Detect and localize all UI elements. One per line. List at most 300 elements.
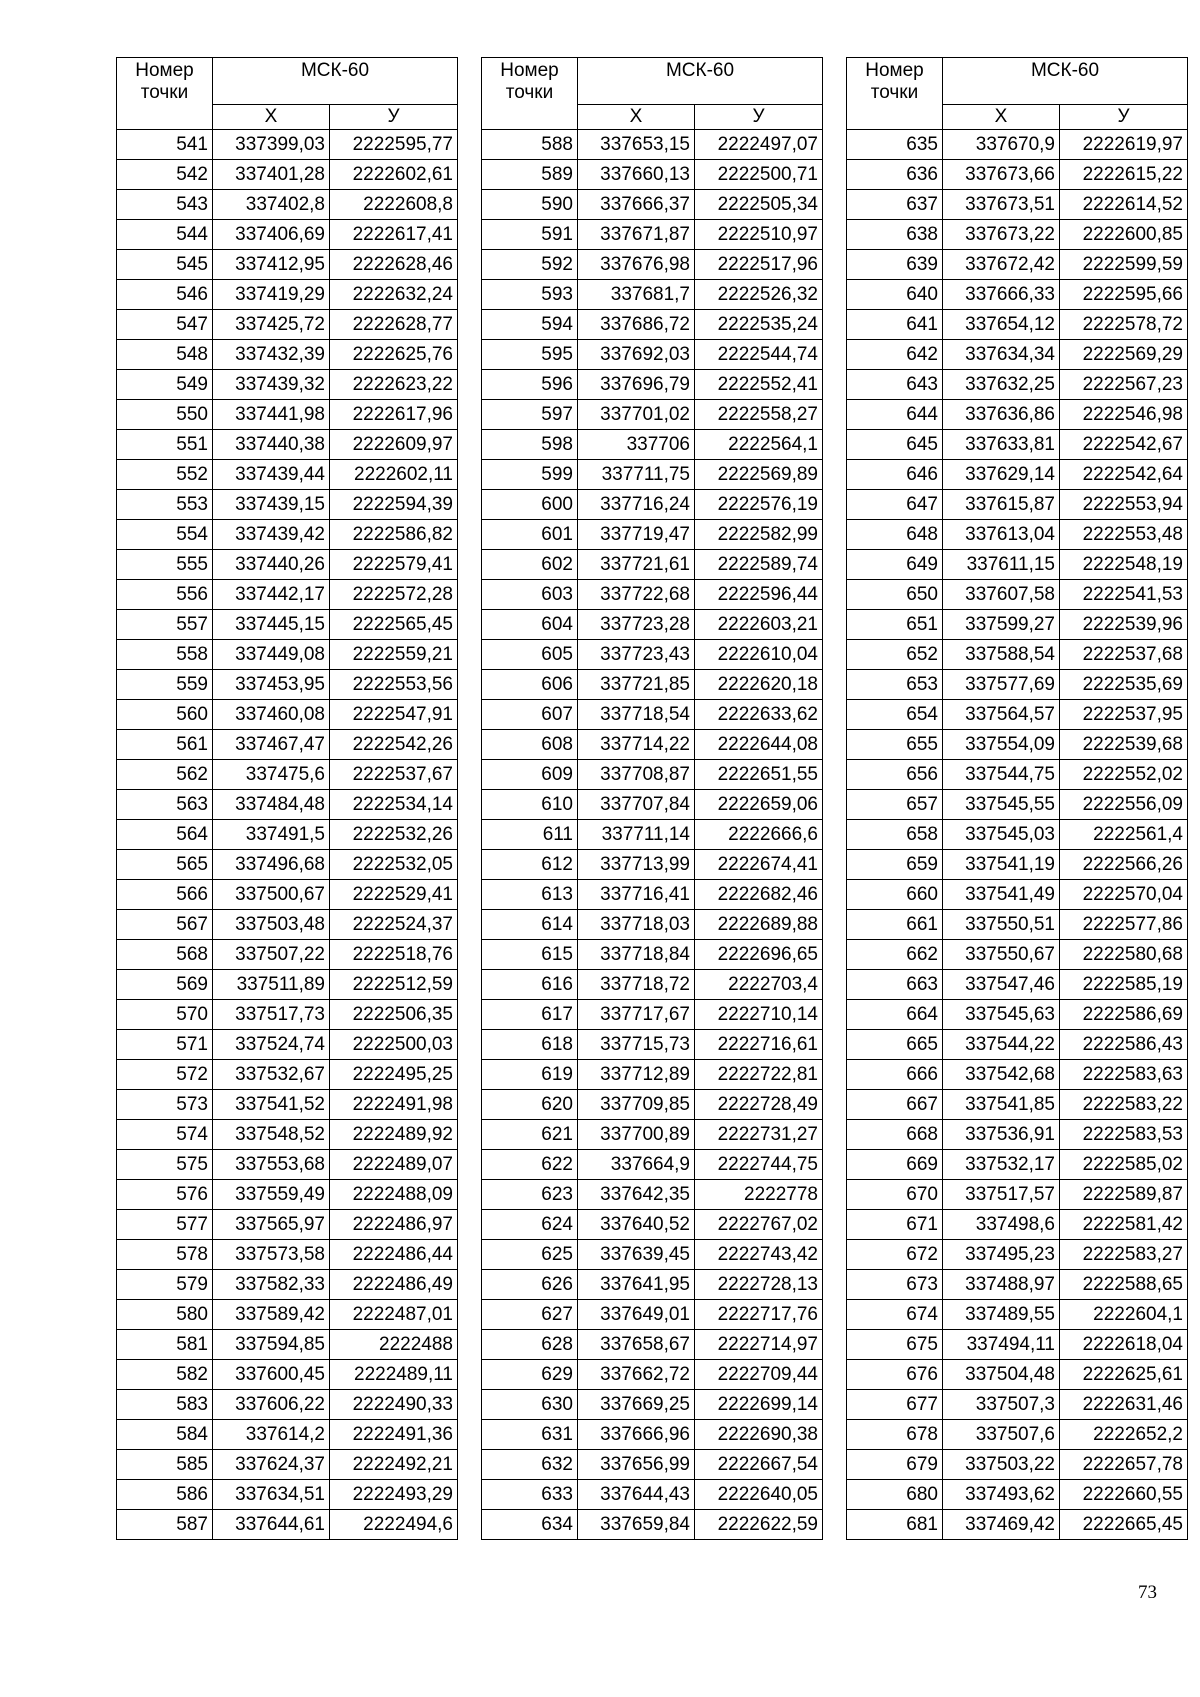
y-coordinate-cell: 2222500,71 xyxy=(695,160,823,190)
y-coordinate-cell: 2222576,19 xyxy=(695,490,823,520)
y-coordinate-cell: 2222495,25 xyxy=(330,1060,458,1090)
y-coordinate-cell: 2222535,24 xyxy=(695,310,823,340)
y-coordinate-cell: 2222599,59 xyxy=(1060,250,1188,280)
point-number-cell: 672 xyxy=(847,1240,943,1270)
x-coordinate-cell: 337439,32 xyxy=(213,370,330,400)
table-row xyxy=(117,670,458,700)
x-coordinate-cell: 337639,45 xyxy=(578,1240,695,1270)
x-coordinate-cell: 337402,8 xyxy=(213,190,330,220)
point-number-cell: 655 xyxy=(847,730,943,760)
y-coordinate-cell: 2222717,76 xyxy=(695,1300,823,1330)
y-coordinate-cell: 2222625,61 xyxy=(1060,1360,1188,1390)
y-coordinate-cell: 2222609,97 xyxy=(330,430,458,460)
y-coordinate-cell: 2222529,41 xyxy=(330,880,458,910)
point-number-cell: 632 xyxy=(482,1450,578,1480)
table-row xyxy=(847,580,1188,610)
table-row xyxy=(117,1240,458,1270)
y-coordinate-cell: 2222743,42 xyxy=(695,1240,823,1270)
y-coordinate-cell: 2222728,49 xyxy=(695,1090,823,1120)
x-coordinate-cell: 337654,12 xyxy=(943,310,1060,340)
y-coordinate-cell: 2222710,14 xyxy=(695,1000,823,1030)
point-number-cell: 545 xyxy=(117,250,213,280)
point-number-cell: 607 xyxy=(482,700,578,730)
point-number-cell: 598 xyxy=(482,430,578,460)
table-row xyxy=(847,850,1188,880)
x-coordinate-cell: 337613,04 xyxy=(943,520,1060,550)
table-row xyxy=(482,700,823,730)
table-row xyxy=(117,1360,458,1390)
y-coordinate-cell: 2222595,66 xyxy=(1060,280,1188,310)
x-coordinate-cell: 337550,67 xyxy=(943,940,1060,970)
y-coordinate-cell: 2222596,44 xyxy=(695,580,823,610)
x-coordinate-cell: 337547,46 xyxy=(943,970,1060,1000)
point-number-cell: 565 xyxy=(117,850,213,880)
table-row xyxy=(482,370,823,400)
y-coordinate-cell: 2222582,99 xyxy=(695,520,823,550)
point-number-cell: 674 xyxy=(847,1300,943,1330)
y-coordinate-cell: 2222547,91 xyxy=(330,700,458,730)
y-coordinate-cell: 2222604,1 xyxy=(1060,1300,1188,1330)
y-coordinate-cell: 2222488 xyxy=(330,1330,458,1360)
x-coordinate-cell: 337669,25 xyxy=(578,1390,695,1420)
table-row xyxy=(117,1090,458,1120)
y-coordinate-cell: 2222583,27 xyxy=(1060,1240,1188,1270)
x-coordinate-cell: 337671,87 xyxy=(578,220,695,250)
y-coordinate-cell: 2222600,85 xyxy=(1060,220,1188,250)
point-number-cell: 548 xyxy=(117,340,213,370)
table-row xyxy=(482,1180,823,1210)
x-coordinate-cell: 337607,58 xyxy=(943,580,1060,610)
point-number-cell: 626 xyxy=(482,1270,578,1300)
y-coordinate-cell: 2222628,46 xyxy=(330,250,458,280)
coordinate-system-header: МСК-60 xyxy=(943,58,1188,105)
x-coordinate-cell: 337498,6 xyxy=(943,1210,1060,1240)
table-row xyxy=(482,190,823,220)
point-number-cell: 647 xyxy=(847,490,943,520)
x-coordinate-cell: 337532,67 xyxy=(213,1060,330,1090)
table-row xyxy=(847,820,1188,850)
y-coordinate-cell: 2222744,75 xyxy=(695,1150,823,1180)
table-row xyxy=(847,940,1188,970)
y-coordinate-cell: 2222682,46 xyxy=(695,880,823,910)
table-row xyxy=(482,1270,823,1300)
x-coordinate-cell: 337553,68 xyxy=(213,1150,330,1180)
y-coordinate-cell: 2222572,28 xyxy=(330,580,458,610)
point-number-cell: 622 xyxy=(482,1150,578,1180)
table-row xyxy=(482,400,823,430)
point-number-cell: 620 xyxy=(482,1090,578,1120)
x-coordinate-cell: 337445,15 xyxy=(213,610,330,640)
table-row xyxy=(117,520,458,550)
x-coordinate-cell: 337406,69 xyxy=(213,220,330,250)
table-row xyxy=(847,160,1188,190)
point-number-cell: 550 xyxy=(117,400,213,430)
point-number-cell: 589 xyxy=(482,160,578,190)
x-coordinate-cell: 337711,14 xyxy=(578,820,695,850)
table-row xyxy=(117,1420,458,1450)
table-row xyxy=(482,1450,823,1480)
table-row xyxy=(117,1480,458,1510)
table-row xyxy=(482,1090,823,1120)
point-number-cell: 612 xyxy=(482,850,578,880)
table-row xyxy=(482,670,823,700)
x-coordinate-cell: 337721,85 xyxy=(578,670,695,700)
x-coordinate-cell: 337500,67 xyxy=(213,880,330,910)
table-row xyxy=(847,1420,1188,1450)
y-coordinate-cell: 2222602,11 xyxy=(330,460,458,490)
point-number-cell: 633 xyxy=(482,1480,578,1510)
x-coordinate-cell: 337717,67 xyxy=(578,1000,695,1030)
x-coordinate-cell: 337548,52 xyxy=(213,1120,330,1150)
table-row xyxy=(847,490,1188,520)
table-row xyxy=(847,130,1188,160)
point-number-cell: 542 xyxy=(117,160,213,190)
table-row xyxy=(847,1120,1188,1150)
table-row xyxy=(847,190,1188,220)
point-number-cell: 657 xyxy=(847,790,943,820)
x-coordinate-cell: 337656,99 xyxy=(578,1450,695,1480)
point-number-cell: 582 xyxy=(117,1360,213,1390)
y-coordinate-cell: 2222486,97 xyxy=(330,1210,458,1240)
y-coordinate-cell: 2222534,14 xyxy=(330,790,458,820)
y-coordinate-cell: 2222553,94 xyxy=(1060,490,1188,520)
point-number-cell: 664 xyxy=(847,1000,943,1030)
y-coordinate-cell: 2222492,21 xyxy=(330,1450,458,1480)
point-number-cell: 667 xyxy=(847,1090,943,1120)
y-coordinate-cell: 2222667,54 xyxy=(695,1450,823,1480)
y-coordinate-cell: 2222506,35 xyxy=(330,1000,458,1030)
table-row xyxy=(847,370,1188,400)
x-coordinate-cell: 337632,25 xyxy=(943,370,1060,400)
point-number-cell: 575 xyxy=(117,1150,213,1180)
table-row xyxy=(482,1390,823,1420)
point-number-cell: 573 xyxy=(117,1090,213,1120)
y-coordinate-cell: 2222564,1 xyxy=(695,430,823,460)
y-coordinate-cell: 2222622,59 xyxy=(695,1510,823,1540)
y-coordinate-cell: 2222615,22 xyxy=(1060,160,1188,190)
x-coordinate-cell: 337542,68 xyxy=(943,1060,1060,1090)
table-row xyxy=(482,970,823,1000)
y-coordinate-cell: 2222558,27 xyxy=(695,400,823,430)
x-coordinate-cell: 337532,17 xyxy=(943,1150,1060,1180)
table-row xyxy=(482,1240,823,1270)
table-row xyxy=(117,430,458,460)
x-coordinate-cell: 337640,52 xyxy=(578,1210,695,1240)
x-coordinate-cell: 337577,69 xyxy=(943,670,1060,700)
table-row xyxy=(117,850,458,880)
y-coordinate-cell: 2222505,34 xyxy=(695,190,823,220)
y-coordinate-cell: 2222489,11 xyxy=(330,1360,458,1390)
x-coordinate-cell: 337541,19 xyxy=(943,850,1060,880)
table-row xyxy=(482,1330,823,1360)
point-number-header: Номер точки xyxy=(117,58,213,130)
coordinates-table-1 xyxy=(116,57,458,1540)
table-row xyxy=(482,490,823,520)
point-number-cell: 675 xyxy=(847,1330,943,1360)
table-row xyxy=(117,1060,458,1090)
y-coordinate-cell: 2222566,26 xyxy=(1060,850,1188,880)
x-coordinate-cell: 337649,01 xyxy=(578,1300,695,1330)
point-number-cell: 625 xyxy=(482,1240,578,1270)
table-row xyxy=(482,250,823,280)
table-row xyxy=(847,700,1188,730)
table-row xyxy=(482,1000,823,1030)
x-coordinate-cell: 337670,9 xyxy=(943,130,1060,160)
point-number-cell: 617 xyxy=(482,1000,578,1030)
point-number-cell: 656 xyxy=(847,760,943,790)
point-number-cell: 566 xyxy=(117,880,213,910)
point-number-cell: 661 xyxy=(847,910,943,940)
point-number-cell: 613 xyxy=(482,880,578,910)
x-coordinate-cell: 337707,84 xyxy=(578,790,695,820)
table-row xyxy=(117,1000,458,1030)
point-number-cell: 563 xyxy=(117,790,213,820)
table-row xyxy=(482,280,823,310)
point-number-cell: 670 xyxy=(847,1180,943,1210)
x-coordinate-cell: 337712,89 xyxy=(578,1060,695,1090)
y-coordinate-cell: 2222489,07 xyxy=(330,1150,458,1180)
table-row xyxy=(482,580,823,610)
point-number-cell: 648 xyxy=(847,520,943,550)
point-number-cell: 660 xyxy=(847,880,943,910)
table-row xyxy=(482,760,823,790)
table-row xyxy=(847,280,1188,310)
table-row xyxy=(482,460,823,490)
y-coordinate-cell: 2222585,02 xyxy=(1060,1150,1188,1180)
table-row xyxy=(847,910,1188,940)
point-number-cell: 557 xyxy=(117,610,213,640)
point-number-cell: 641 xyxy=(847,310,943,340)
y-coordinate-cell: 2222586,43 xyxy=(1060,1030,1188,1060)
x-coordinate-cell: 337662,72 xyxy=(578,1360,695,1390)
x-coordinate-cell: 337440,26 xyxy=(213,550,330,580)
x-coordinate-cell: 337666,96 xyxy=(578,1420,695,1450)
table-row xyxy=(482,340,823,370)
table-row xyxy=(482,1060,823,1090)
coordinates-table-2 xyxy=(481,57,823,1540)
point-number-cell: 610 xyxy=(482,790,578,820)
table-row xyxy=(847,1360,1188,1390)
point-number-cell: 560 xyxy=(117,700,213,730)
point-number-cell: 628 xyxy=(482,1330,578,1360)
y-coordinate-cell: 2222488,09 xyxy=(330,1180,458,1210)
y-coordinate-cell: 2222526,32 xyxy=(695,280,823,310)
table-row xyxy=(847,640,1188,670)
table-row xyxy=(117,610,458,640)
table-row xyxy=(482,940,823,970)
table-row xyxy=(117,400,458,430)
point-number-cell: 572 xyxy=(117,1060,213,1090)
x-coordinate-cell: 337673,22 xyxy=(943,220,1060,250)
x-coordinate-cell: 337467,47 xyxy=(213,730,330,760)
x-coordinate-cell: 337495,23 xyxy=(943,1240,1060,1270)
y-coordinate-cell: 2222486,49 xyxy=(330,1270,458,1300)
y-coordinate-cell: 2222595,77 xyxy=(330,130,458,160)
y-coordinate-cell: 2222553,56 xyxy=(330,670,458,700)
x-coordinate-cell: 337716,24 xyxy=(578,490,695,520)
table-row xyxy=(847,790,1188,820)
y-coordinate-cell: 2222570,04 xyxy=(1060,880,1188,910)
x-coordinate-cell: 337496,68 xyxy=(213,850,330,880)
y-coordinate-cell: 2222542,26 xyxy=(330,730,458,760)
table-row xyxy=(482,1300,823,1330)
point-number-cell: 635 xyxy=(847,130,943,160)
y-coordinate-cell: 2222614,52 xyxy=(1060,190,1188,220)
table-row xyxy=(847,760,1188,790)
table-row xyxy=(847,670,1188,700)
x-coordinate-cell: 337517,73 xyxy=(213,1000,330,1030)
table-row xyxy=(482,880,823,910)
x-coordinate-cell: 337696,79 xyxy=(578,370,695,400)
y-coordinate-cell: 2222586,82 xyxy=(330,520,458,550)
point-number-cell: 553 xyxy=(117,490,213,520)
y-coordinate-cell: 2222542,67 xyxy=(1060,430,1188,460)
x-axis-header: X xyxy=(213,105,330,130)
table-row xyxy=(482,1150,823,1180)
point-number-cell: 579 xyxy=(117,1270,213,1300)
y-coordinate-cell: 2222544,74 xyxy=(695,340,823,370)
x-coordinate-cell: 337606,22 xyxy=(213,1390,330,1420)
y-coordinate-cell: 2222716,61 xyxy=(695,1030,823,1060)
y-coordinate-cell: 2222517,96 xyxy=(695,250,823,280)
point-number-cell: 627 xyxy=(482,1300,578,1330)
y-coordinate-cell: 2222709,44 xyxy=(695,1360,823,1390)
x-coordinate-cell: 337493,62 xyxy=(943,1480,1060,1510)
table-row xyxy=(117,1150,458,1180)
y-coordinate-cell: 2222512,59 xyxy=(330,970,458,1000)
table-row xyxy=(847,1270,1188,1300)
point-number-cell: 673 xyxy=(847,1270,943,1300)
point-number-cell: 568 xyxy=(117,940,213,970)
y-coordinate-cell: 2222674,41 xyxy=(695,850,823,880)
y-coordinate-cell: 2222486,44 xyxy=(330,1240,458,1270)
y-coordinate-cell: 2222539,96 xyxy=(1060,610,1188,640)
point-number-cell: 584 xyxy=(117,1420,213,1450)
y-coordinate-cell: 2222589,87 xyxy=(1060,1180,1188,1210)
point-number-cell: 676 xyxy=(847,1360,943,1390)
x-coordinate-cell: 337713,99 xyxy=(578,850,695,880)
coordinate-system-header: МСК-60 xyxy=(213,58,458,105)
y-coordinate-cell: 2222659,06 xyxy=(695,790,823,820)
point-number-cell: 652 xyxy=(847,640,943,670)
table-row xyxy=(117,250,458,280)
y-coordinate-cell: 2222628,77 xyxy=(330,310,458,340)
x-coordinate-cell: 337722,68 xyxy=(578,580,695,610)
x-coordinate-cell: 337673,66 xyxy=(943,160,1060,190)
x-coordinate-cell: 337439,42 xyxy=(213,520,330,550)
y-coordinate-cell: 2222617,41 xyxy=(330,220,458,250)
x-coordinate-cell: 337641,95 xyxy=(578,1270,695,1300)
y-coordinate-cell: 2222553,48 xyxy=(1060,520,1188,550)
point-number-cell: 614 xyxy=(482,910,578,940)
x-coordinate-cell: 337484,48 xyxy=(213,790,330,820)
y-coordinate-cell: 2222689,88 xyxy=(695,910,823,940)
table-row xyxy=(482,220,823,250)
table-row xyxy=(117,370,458,400)
y-coordinate-cell: 2222518,76 xyxy=(330,940,458,970)
point-number-cell: 556 xyxy=(117,580,213,610)
x-coordinate-cell: 337666,37 xyxy=(578,190,695,220)
table-row xyxy=(847,970,1188,1000)
y-coordinate-cell: 2222625,76 xyxy=(330,340,458,370)
table-row xyxy=(482,1510,823,1540)
point-number-cell: 619 xyxy=(482,1060,578,1090)
table-row xyxy=(117,1120,458,1150)
x-coordinate-cell: 337664,9 xyxy=(578,1150,695,1180)
point-number-cell: 592 xyxy=(482,250,578,280)
x-coordinate-cell: 337503,22 xyxy=(943,1450,1060,1480)
y-coordinate-cell: 2222703,4 xyxy=(695,970,823,1000)
point-number-cell: 654 xyxy=(847,700,943,730)
y-coordinate-cell: 2222644,08 xyxy=(695,730,823,760)
point-number-cell: 604 xyxy=(482,610,578,640)
x-coordinate-cell: 337700,89 xyxy=(578,1120,695,1150)
x-coordinate-cell: 337399,03 xyxy=(213,130,330,160)
x-coordinate-cell: 337599,27 xyxy=(943,610,1060,640)
y-coordinate-cell: 2222569,89 xyxy=(695,460,823,490)
table-row xyxy=(117,1210,458,1240)
point-number-cell: 544 xyxy=(117,220,213,250)
y-coordinate-cell: 2222552,41 xyxy=(695,370,823,400)
table-row xyxy=(117,550,458,580)
point-number-cell: 615 xyxy=(482,940,578,970)
table-row xyxy=(482,730,823,760)
y-coordinate-cell: 2222651,55 xyxy=(695,760,823,790)
y-coordinate-cell: 2222602,61 xyxy=(330,160,458,190)
table-row xyxy=(847,1330,1188,1360)
x-coordinate-cell: 337469,42 xyxy=(943,1510,1060,1540)
x-coordinate-cell: 337449,08 xyxy=(213,640,330,670)
table-row xyxy=(117,490,458,520)
x-coordinate-cell: 337491,5 xyxy=(213,820,330,850)
table-row xyxy=(117,1390,458,1420)
table-row xyxy=(482,790,823,820)
x-coordinate-cell: 337611,15 xyxy=(943,550,1060,580)
y-coordinate-cell: 2222610,04 xyxy=(695,640,823,670)
table-row xyxy=(847,520,1188,550)
y-coordinate-cell: 2222487,01 xyxy=(330,1300,458,1330)
point-number-cell: 609 xyxy=(482,760,578,790)
point-number-cell: 663 xyxy=(847,970,943,1000)
y-coordinate-cell: 2222665,45 xyxy=(1060,1510,1188,1540)
y-coordinate-cell: 2222583,22 xyxy=(1060,1090,1188,1120)
table-row xyxy=(482,910,823,940)
table-row xyxy=(117,790,458,820)
table-row xyxy=(117,340,458,370)
y-coordinate-cell: 2222546,98 xyxy=(1060,400,1188,430)
table-row xyxy=(117,1330,458,1360)
x-coordinate-cell: 337723,43 xyxy=(578,640,695,670)
y-coordinate-cell: 2222690,38 xyxy=(695,1420,823,1450)
point-number-cell: 669 xyxy=(847,1150,943,1180)
point-number-cell: 605 xyxy=(482,640,578,670)
x-coordinate-cell: 337718,72 xyxy=(578,970,695,1000)
x-coordinate-cell: 337401,28 xyxy=(213,160,330,190)
x-coordinate-cell: 337507,3 xyxy=(943,1390,1060,1420)
x-coordinate-cell: 337440,38 xyxy=(213,430,330,460)
table-row xyxy=(847,1210,1188,1240)
point-number-cell: 650 xyxy=(847,580,943,610)
x-coordinate-cell: 337676,98 xyxy=(578,250,695,280)
table-row xyxy=(117,820,458,850)
y-coordinate-cell: 2222497,07 xyxy=(695,130,823,160)
x-coordinate-cell: 337494,11 xyxy=(943,1330,1060,1360)
point-number-cell: 624 xyxy=(482,1210,578,1240)
x-coordinate-cell: 337723,28 xyxy=(578,610,695,640)
point-number-cell: 596 xyxy=(482,370,578,400)
y-coordinate-cell: 2222728,13 xyxy=(695,1270,823,1300)
x-coordinate-cell: 337536,91 xyxy=(943,1120,1060,1150)
